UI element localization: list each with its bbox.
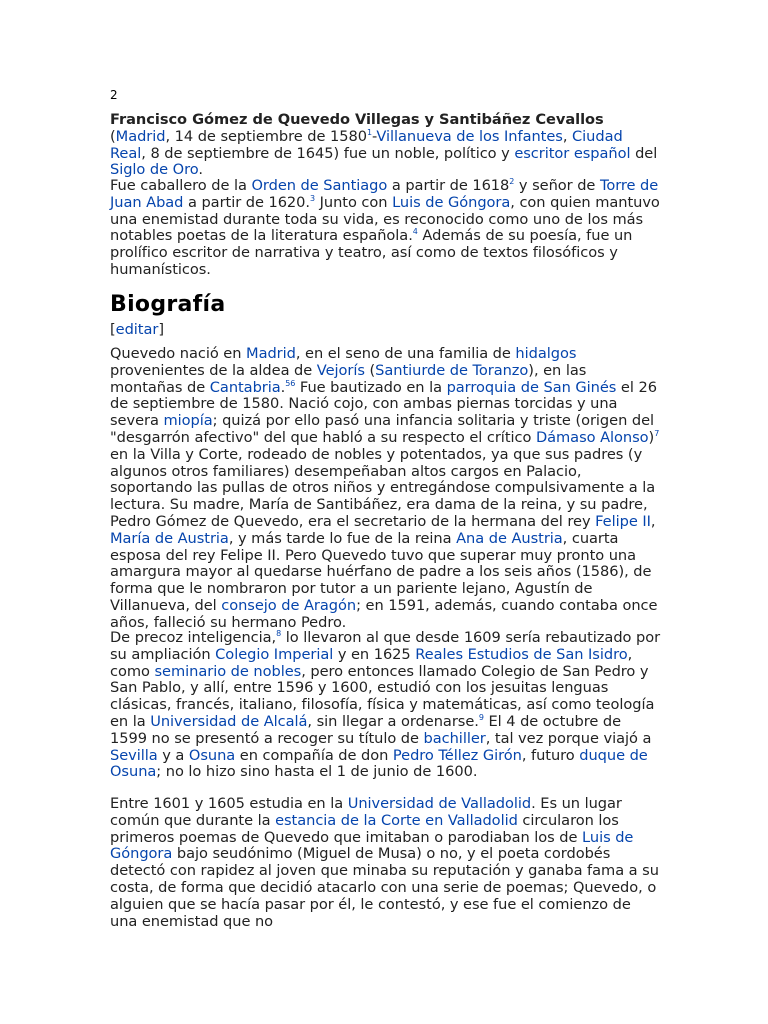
text: , cuarta esposa del rey Felipe II. Pero Quevedo tuvo que superar muy pronto una amargura mayor al quedarse huérfano de padre a los seis años (1586), de forma que le nombraron por tutor a un pariente lejano, Agustín de Villanueva, del <box>110 529 652 614</box>
text: ), en las montañas de <box>110 361 587 396</box>
link-maria-de-austria[interactable]: María de Austria <box>110 529 229 547</box>
text: El 4 de octubre de 1599 no se presentó a recoger su título de <box>110 712 622 747</box>
link-estancia-corte[interactable]: estancia de la Corte en Valladolid <box>275 811 518 829</box>
text: . Es un lugar común que durante la <box>110 795 622 829</box>
link-vejoris[interactable]: Vejorís <box>316 361 365 379</box>
text: Fue bautizado en la <box>295 378 447 396</box>
link-bachiller[interactable]: bachiller <box>423 729 486 747</box>
text: del <box>630 144 658 162</box>
text: , <box>562 127 573 145</box>
footnote-ref-4[interactable]: 4 <box>412 227 418 237</box>
link-duque-osuna[interactable]: duque de Osuna <box>110 746 648 781</box>
text: , con quien mantuvo una enemistad durante toda su vida, es reconocido como uno de los más notables poetas de la literatura española. <box>110 193 660 245</box>
link-seminario-nobles[interactable]: seminario de nobles <box>154 662 302 680</box>
text: y a <box>157 746 189 764</box>
link-consejo-aragon[interactable]: consejo de Aragón <box>221 596 357 614</box>
link-gongora[interactable]: Luis de Góngora <box>110 828 634 863</box>
text: , en el seno de una familia de <box>295 345 516 362</box>
text: , y más tarde lo fue de la reina <box>228 529 457 547</box>
link-felipe-ii[interactable]: Felipe II <box>595 512 651 530</box>
link-ana-de-austria[interactable]: Ana de Austria <box>456 529 563 547</box>
paragraph-valladolid <box>110 796 662 930</box>
link-madrid[interactable]: Madrid <box>246 345 296 362</box>
link-sevilla[interactable]: Sevilla <box>110 746 158 764</box>
bracket: [ <box>110 321 116 338</box>
text: ( <box>110 127 116 145</box>
footnote-ref-1[interactable]: 1 <box>366 127 372 137</box>
text: , sin llegar a ordenarse. <box>307 712 479 730</box>
link-torre-juan-abad[interactable]: Torre de Juan Abad <box>110 177 659 211</box>
text: , <box>650 512 656 530</box>
article-subject-name: Francisco Gómez de Quevedo Villegas y Santibáñez Cevallos <box>110 111 604 128</box>
text: el 26 de septiembre de 1580. Nació cojo, con ambas piernas torcidas y una severa <box>110 378 657 430</box>
bracket: ] <box>158 321 164 338</box>
link-reales-estudios[interactable]: Reales Estudios de San Isidro <box>415 645 628 663</box>
link-siglo-de-oro[interactable]: Siglo de Oro <box>110 161 199 179</box>
text: , tal vez porque viajó a <box>485 729 652 747</box>
footnote-ref-56[interactable]: 56 <box>285 378 296 388</box>
text: y señor de <box>514 177 600 194</box>
link-cantabria[interactable]: Cantabria <box>209 378 281 396</box>
text: Además de su poesía, fue un prolífico escritor de narrativa y teatro, así como de textos filosóficos y humanísticos. <box>110 227 633 278</box>
text: Quevedo nació en <box>110 345 247 362</box>
text: bajo seudónimo (Miguel de Musa) o no, y el poeta cordobés detectó con rapidez al joven que minaba su reputación y ganaba fama a su costa, de forma que decidió atacarlo con una serie de poemas; Quevedo, o alguien que se hacía pasar por él, le contestó, y ese fue el comienzo de una enemistad que no <box>110 845 659 930</box>
link-osuna[interactable]: Osuna <box>188 746 236 764</box>
text: , 8 de septiembre de 1645) fue un noble, político y <box>141 144 515 162</box>
paragraph-education <box>110 630 662 781</box>
edit-link[interactable]: editar <box>115 321 159 338</box>
text: ) <box>648 428 655 446</box>
page-number: 2 <box>110 88 118 102</box>
paragraph-childhood <box>110 346 662 632</box>
link-colegio-imperial[interactable]: Colegio Imperial <box>215 645 334 663</box>
link-damaso-alonso[interactable]: Dámaso Alonso <box>535 428 649 446</box>
link-escritor-espanol[interactable]: escritor español <box>514 144 631 162</box>
paragraph-honors <box>110 178 662 279</box>
footnote-ref-8[interactable]: 8 <box>276 629 282 638</box>
link-pedro-tellez-giron[interactable]: Pedro Téllez Girón <box>392 746 522 764</box>
text: ; quizá por ello pasó una infancia solitaria y triste (origen del "desgarrón afectivo" del que habló a su respecto el crítico <box>110 412 655 446</box>
text: Junto con <box>315 193 393 211</box>
text: en la Villa y Corte, rodeado de nobles y potentados, ya que sus padres (y algunos otros familiares) desempeñaban altos cargos en Palacio, soportando las pullas de otros niños y entregándose compulsivamente a la lectura. Su madre, María de Santibáñez, era dama de la reina, y su padre, Pedro Gómez de Quevedo, era el secretario de la hermana del rey <box>110 445 656 530</box>
text: a partir de 1618 <box>387 177 510 194</box>
link-miopia[interactable]: miopía <box>163 412 213 430</box>
link-parroquia-san-gines[interactable]: parroquia de San Ginés <box>446 378 617 396</box>
section-heading-biografia: Biografía <box>110 292 226 317</box>
text: , 14 de septiembre de 1580 <box>165 127 367 145</box>
link-hidalgos[interactable]: hidalgos <box>515 345 577 362</box>
text: circularon los primeros poemas de Quevedo que imitaban o parodiaban los de <box>110 811 619 846</box>
text: - <box>372 127 377 145</box>
intro-paragraph <box>110 112 662 179</box>
link-ciudad-real[interactable]: Ciudad Real <box>110 127 623 162</box>
link-madrid[interactable]: Madrid <box>115 127 166 145</box>
text: . <box>198 161 203 179</box>
section-edit-link <box>110 322 662 339</box>
link-santiurde[interactable]: Santiurde de Toranzo <box>375 361 529 379</box>
text: en compañía de don <box>235 746 393 764</box>
text: Fue caballero de la <box>110 177 252 194</box>
link-gongora[interactable]: Luis de Góngora <box>392 193 511 211</box>
footnote-ref-7[interactable]: 7 <box>654 428 660 438</box>
footnote-ref-9[interactable]: 9 <box>478 712 484 722</box>
text: lo llevaron al que desde 1609 sería rebautizado por su ampliación <box>110 629 661 663</box>
text: , futuro <box>521 746 580 764</box>
text: ; no lo hizo sino hasta el 1 de junio de 1600. <box>156 763 478 781</box>
link-universidad-valladolid[interactable]: Universidad de Valladolid <box>347 795 532 812</box>
text: y en 1625 <box>333 645 416 663</box>
text: , como <box>110 645 633 680</box>
text: . <box>280 378 286 396</box>
link-universidad-alcala[interactable]: Universidad de Alcalá <box>150 712 308 730</box>
footnote-ref-2[interactable]: 2 <box>509 177 515 186</box>
text: provenientes de la aldea de <box>110 361 317 379</box>
text: , pero entonces llamado Colegio de San Pedro y San Pablo, y allí, entre 1596 y 1600, estudió con los jesuitas lenguas clásicas, francés, italiano, filosofía, física y matemáticas, así como teología en la <box>110 662 655 730</box>
text: ( <box>364 361 376 379</box>
link-orden-santiago[interactable]: Orden de Santiago <box>251 177 388 194</box>
text: Entre 1601 y 1605 estudia en la <box>110 795 348 812</box>
text: ; en 1591, además, cuando contaba once años, falleció su hermano Pedro. <box>110 596 658 631</box>
text: a partir de 1620. <box>183 193 310 211</box>
footnote-ref-3[interactable]: 3 <box>310 193 316 203</box>
link-villanueva[interactable]: Villanueva de los Infantes <box>376 127 563 145</box>
text: De precoz inteligencia, <box>110 629 277 646</box>
